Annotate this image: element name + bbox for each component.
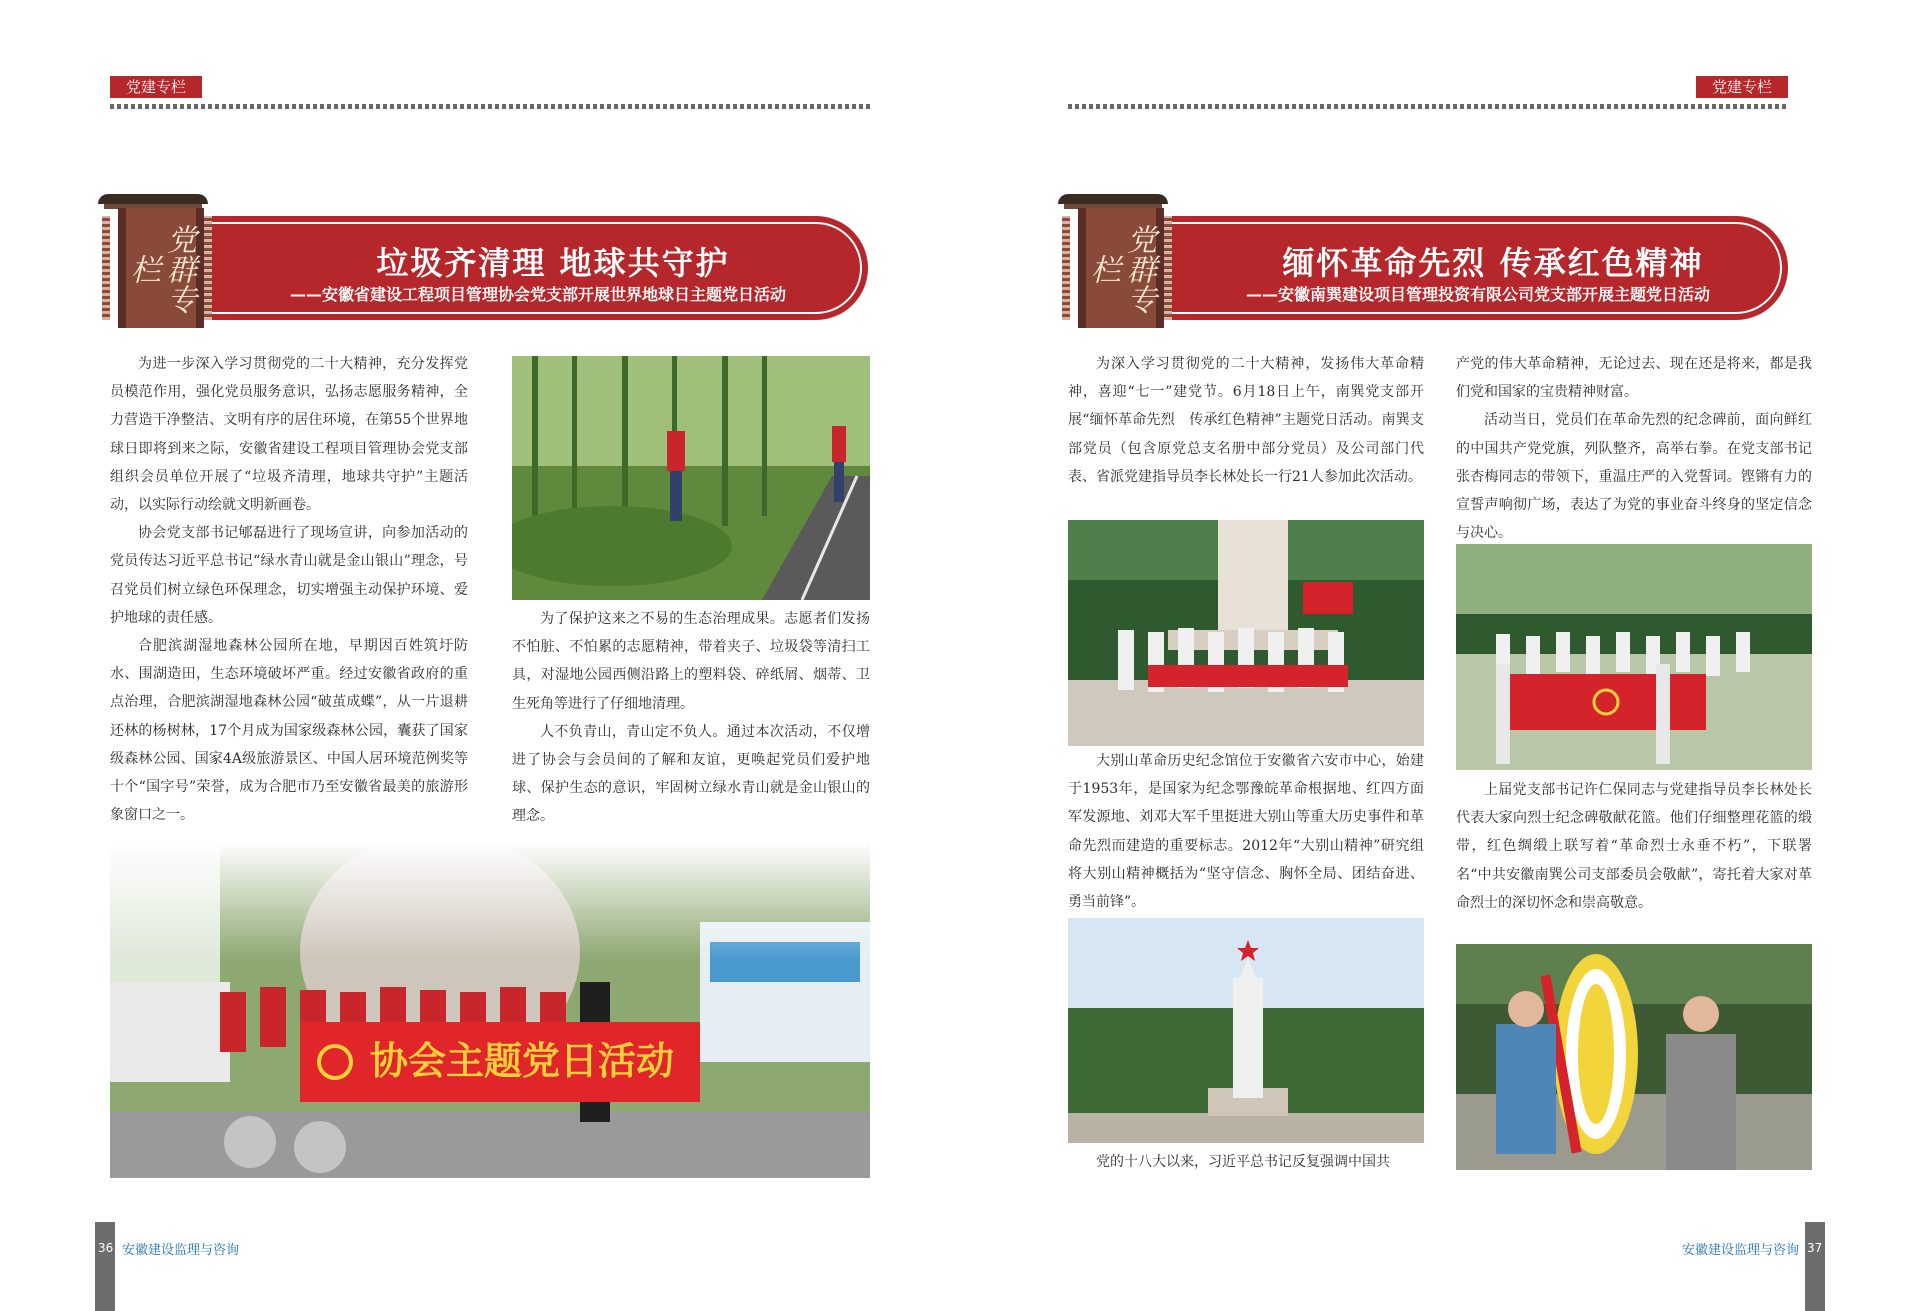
photo-monument (1068, 918, 1424, 1143)
plaque-text: 党群专栏 (1085, 224, 1156, 314)
section-tag: 党建专栏 (1696, 76, 1788, 98)
text-column-1 (110, 350, 468, 829)
paragraph: 人不负青山，青山定不负人。通过本次活动，不仅增进了协会与会员间的了解和友谊，更唤起党员们爱护地球、保护生态的意识，牢固树立绿水青山就是金山银山的理念。 (512, 723, 870, 825)
magazine-name: 安徽建设监理与咨询 (1682, 1243, 1800, 1258)
paragraph: 大别山革命历史纪念馆位于安徽省六安市中心，始建于1953年，是国家为纪念鄂豫皖革命根据地、红四方面军发源地、刘邓大军千里挺进大别山等重大历史事件和革命先烈而建造的重要标志。2012年“大别山精神”研究组将大别山精神概括为“坚守信念、胸怀全局、团结奋进、勇当前锋”。 (1068, 753, 1424, 911)
section-tag: 党建专栏 (110, 76, 202, 98)
photo-oath-flag (1456, 544, 1812, 770)
text-column-2-middle (1456, 776, 1812, 917)
text-column-2-top (1456, 350, 1812, 547)
page-number: 37 (1807, 1241, 1823, 1255)
paragraph: 产党的伟大革命精神，无论过去、现在还是将来，都是我们党和国家的宝贵精神财富。 (1456, 356, 1812, 401)
banner-pattern-right (1164, 216, 1172, 320)
text-column-1-top (1068, 350, 1424, 491)
plaque-roof-icon (1058, 194, 1168, 204)
paragraph: 协会党支部书记郇磊进行了现场宣讲，向参加活动的党员传达习近平总书记“绿水青山就是金山银山”理念，号召党员们树立绿色环保理念，切实增强主动保护环境、爱护地球的责任感。 (110, 525, 468, 626)
plaque-roof-icon (98, 194, 208, 204)
paragraph: 为深入学习贯彻党的二十大精神，发扬伟大革命精神，喜迎“七一”建党节。6月18日上午，南巽党支部开展“缅怀革命先烈 传承红色精神”主题党日活动。南巽支部党员（包含原党总支名册中部分党员）及公司部门代表、省派党建指导员李长林处长一行21人参加此次活动。 (1068, 356, 1424, 485)
article-subtitle: ——安徽省建设工程项目管理协会党支部开展世界地球日主题党日活动 (289, 285, 786, 304)
footer-bar (95, 1222, 115, 1311)
paragraph: 活动当日，党员们在革命先烈的纪念碑前，面向鲜红的中国共产党党旗，列队整齐，高举右拳。在党支部书记张杏梅同志的带领下，重温庄严的入党誓词。铿锵有力的宣誓声响彻广场，表达了为党的事业奋斗终身的坚定信念与决心。 (1456, 412, 1812, 542)
footer-bar (1805, 1222, 1825, 1311)
plaque (1078, 208, 1164, 328)
text-column-1-bottom (1068, 1148, 1424, 1176)
magazine-name: 安徽建设监理与咨询 (122, 1243, 240, 1258)
article-banner (98, 216, 868, 320)
banner-pattern-right (204, 216, 212, 320)
dashed-rule (1068, 104, 1788, 109)
page-number: 36 (98, 1241, 114, 1255)
article-title: 垃圾齐清理 地球共守护 (376, 244, 730, 282)
paragraph: 党的十八大以来，习近平总书记反复强调中国共 (1096, 1154, 1390, 1170)
photo-wreath (1456, 944, 1812, 1170)
text-column-1-middle (1068, 747, 1424, 916)
photo-group-memorial (1068, 520, 1424, 746)
paragraph: 合肥滨湖湿地森林公园所在地，早期因百姓筑圩防水、围湖造田，生态环境破坏严重。经过安徽省政府的重点治理，合肥滨湖湿地森林公园“破茧成蝶”，从一片退耕还林的杨树林，17个月成为国家级森林公园，囊获了国家级森林公园、国家4A级旅游景区、中国人居环境范例奖等十个“国字号”荣誉，成为合肥市乃至安徽省最美的旅游形象窗口之一。 (110, 638, 468, 824)
photo-banner-text: 协会主题党日活动 (370, 1039, 675, 1083)
plaque-text: 党群专栏 (125, 224, 196, 314)
article-banner (1058, 216, 1788, 320)
photo-group-banner (110, 842, 870, 1178)
dashed-rule (110, 104, 870, 109)
article-title: 缅怀革命先烈 传承红色精神 (1282, 244, 1704, 282)
paragraph: 上届党支部书记许仁保同志与党建指导员李长林处长代表大家向烈士纪念碑敬献花篮。他们仔细整理花篮的缎带，红色绸缎上联写着“革命烈士永垂不朽”，下联署名“中共安徽南巽公司支部委员会敬献”，寄托着大家对革命烈士的深切怀念和崇高敬意。 (1456, 782, 1812, 911)
paragraph: 为了保护这来之不易的生态治理成果。志愿者们发扬不怕脏、不怕累的志愿精神，带着夹子、垃圾袋等清扫工具，对湿地公园西侧沿路上的塑料袋、碎纸屑、烟蒂、卫生死角等进行了仔细地清理。 (512, 611, 870, 712)
photo-volunteers-cleaning (512, 356, 870, 600)
plaque (118, 208, 204, 328)
right-page (960, 0, 1920, 1311)
text-column-2 (512, 605, 870, 831)
banner-pattern-left (102, 216, 110, 320)
article-subtitle: ——安徽南巽建设项目管理投资有限公司党支部开展主题党日活动 (1245, 285, 1710, 304)
banner-pattern-left (1062, 216, 1070, 320)
paragraph: 为进一步深入学习贯彻党的二十大精神，充分发挥党员模范作用，强化党员服务意识，弘扬志愿服务精神，全力营造干净整洁、文明有序的居住环境，在第55个世界地球日即将到来之际，安徽省建设工程项目管理协会党支部组织会员单位开展了“垃圾齐清理，地球共守护”主题活动，以实际行动绘就文明新画卷。 (110, 356, 468, 514)
